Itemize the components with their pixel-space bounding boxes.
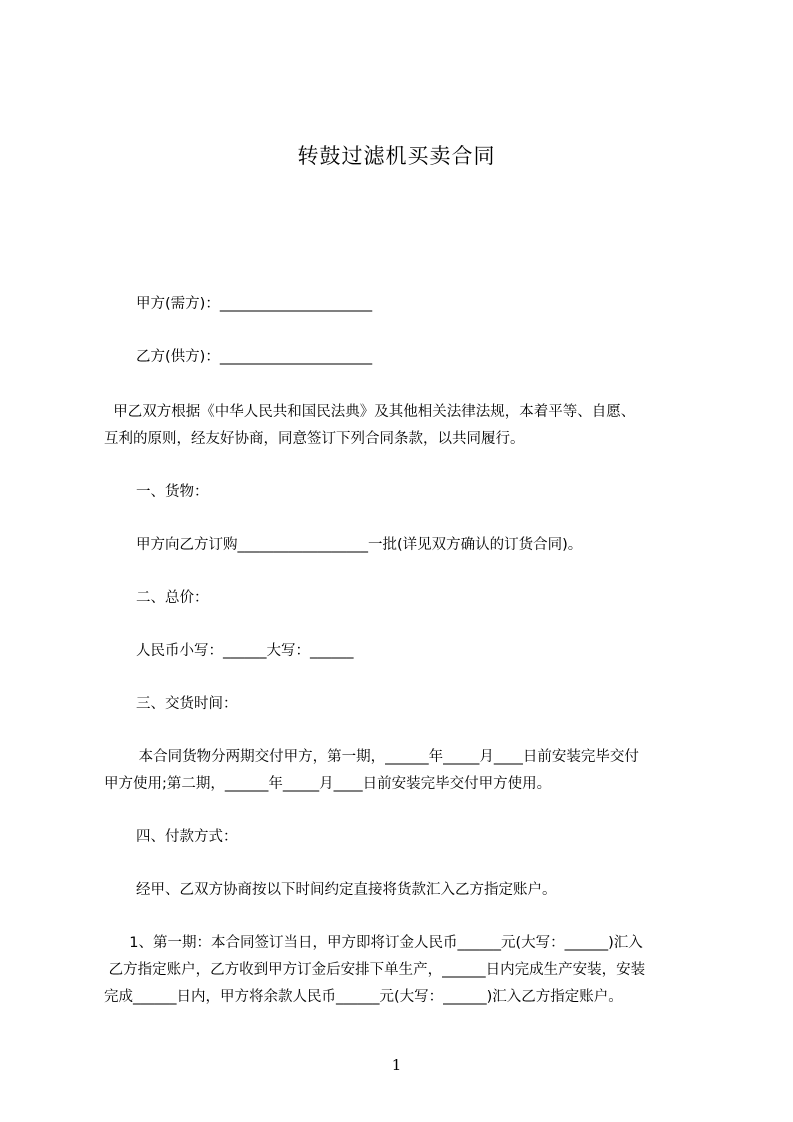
preamble-line-2: 互利的原则，经友好协商，同意签订下列合同条款，以共同履行。 [104, 431, 525, 447]
section4-text: 经甲、乙双方协商按以下时间约定直接将货款汇入乙方指定账户。 [136, 882, 557, 898]
section4-heading: 四、付款方式： [136, 829, 238, 845]
payment-item1-line-2: 乙方指定账户，乙方收到甲方订金后安排下单生产，______日内完成生产安装，安装 [104, 962, 646, 978]
preamble-line-1: 甲乙双方根据《中华人民共和国民法典》及其他相关法律法规，本着平等、自愿、 [104, 404, 636, 420]
section2-text: 人民币小写：______大写：______ [136, 643, 354, 659]
section1-heading: 一、货物： [136, 484, 209, 500]
document-title: 转鼓过滤机买卖合同 [297, 144, 496, 168]
section1-text: 甲方向乙方订购__________________一批(详见双方确认的订货合同)。 [136, 537, 583, 553]
party-a-line: 甲方(需方)：_____________________ [136, 296, 373, 312]
section3-heading: 三、交货时间： [136, 696, 238, 712]
page-number: 1 [391, 1056, 402, 1074]
section3-text-line-2: 甲方使用;第二期，______年_____月____日前安装完毕交付甲方使用。 [104, 776, 552, 792]
payment-item1-line-1: 1、第一期：本合同签订当日，甲方即将订金人民币______元(大写：______)汇入 [120, 935, 643, 951]
section3-text-line-1: 本合同货物分两期交付甲方，第一期，______年_____月____日前安装完毕交付 [134, 749, 639, 765]
party-b-line: 乙方(供方)：_____________________ [136, 349, 373, 365]
section2-heading: 二、总价： [136, 590, 209, 606]
payment-item1-line-3: 完成______日内，甲方将余款人民币______元(大写：______)汇入乙方指定账户。 [104, 989, 623, 1005]
